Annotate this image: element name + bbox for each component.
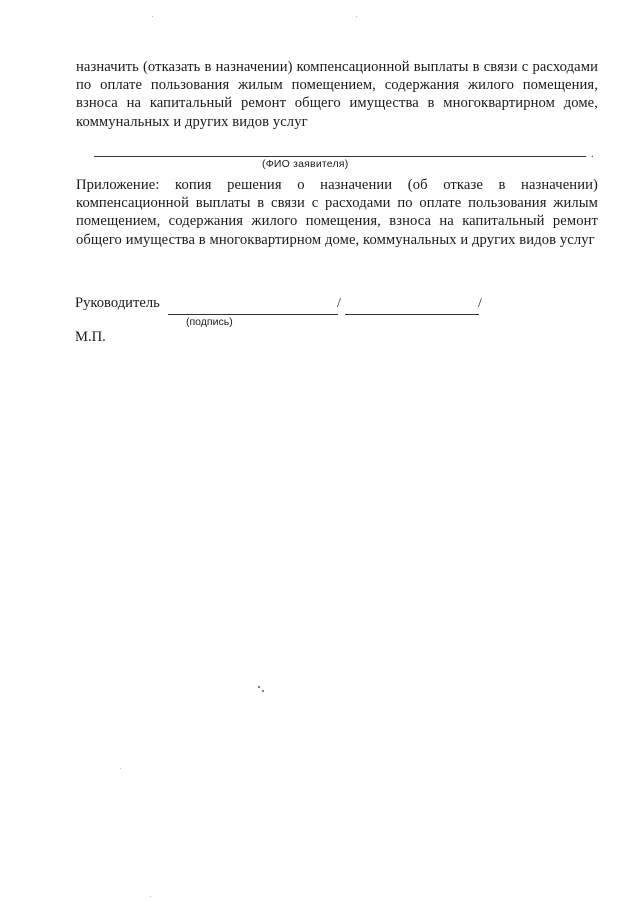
signature-closing-slash: / xyxy=(478,296,482,311)
signature-caption: (подпись) xyxy=(186,316,233,328)
signature-separator-slash: / xyxy=(337,296,341,311)
scan-speck xyxy=(258,686,260,688)
scan-speck xyxy=(152,16,153,17)
signature-line xyxy=(168,314,338,315)
attachment-paragraph: Приложение: копия решения о назначении (об отказе в назначении) компенсационной выплаты в связи с расходами по оплате пользования жилым помещением, содержания жилого помещения, взноса на капитальный ремонт общего имущества в многоквартирном доме, коммунальных и других видов услуг xyxy=(76,177,598,248)
applicant-name-caption: (ФИО заявителя) xyxy=(262,158,349,170)
line-end-dot: . xyxy=(591,149,594,160)
stamp-place-label: М.П. xyxy=(75,329,106,345)
name-decoding-line xyxy=(345,314,479,315)
scan-speck xyxy=(356,16,357,17)
scan-speck xyxy=(120,768,121,769)
scan-speck xyxy=(150,896,151,897)
head-signature-label: Руководитель xyxy=(75,295,160,311)
scan-speck xyxy=(262,690,264,692)
applicant-name-line xyxy=(94,156,586,157)
decision-paragraph: назначить (отказать в назначении) компенсационной выплаты в связи с расходами по оплате пользования жилым помещением, содержания жилого помещения, взноса на капитальный ремонт общего имущества в многоквартирном доме, коммунальных и других видов услуг xyxy=(76,59,598,130)
